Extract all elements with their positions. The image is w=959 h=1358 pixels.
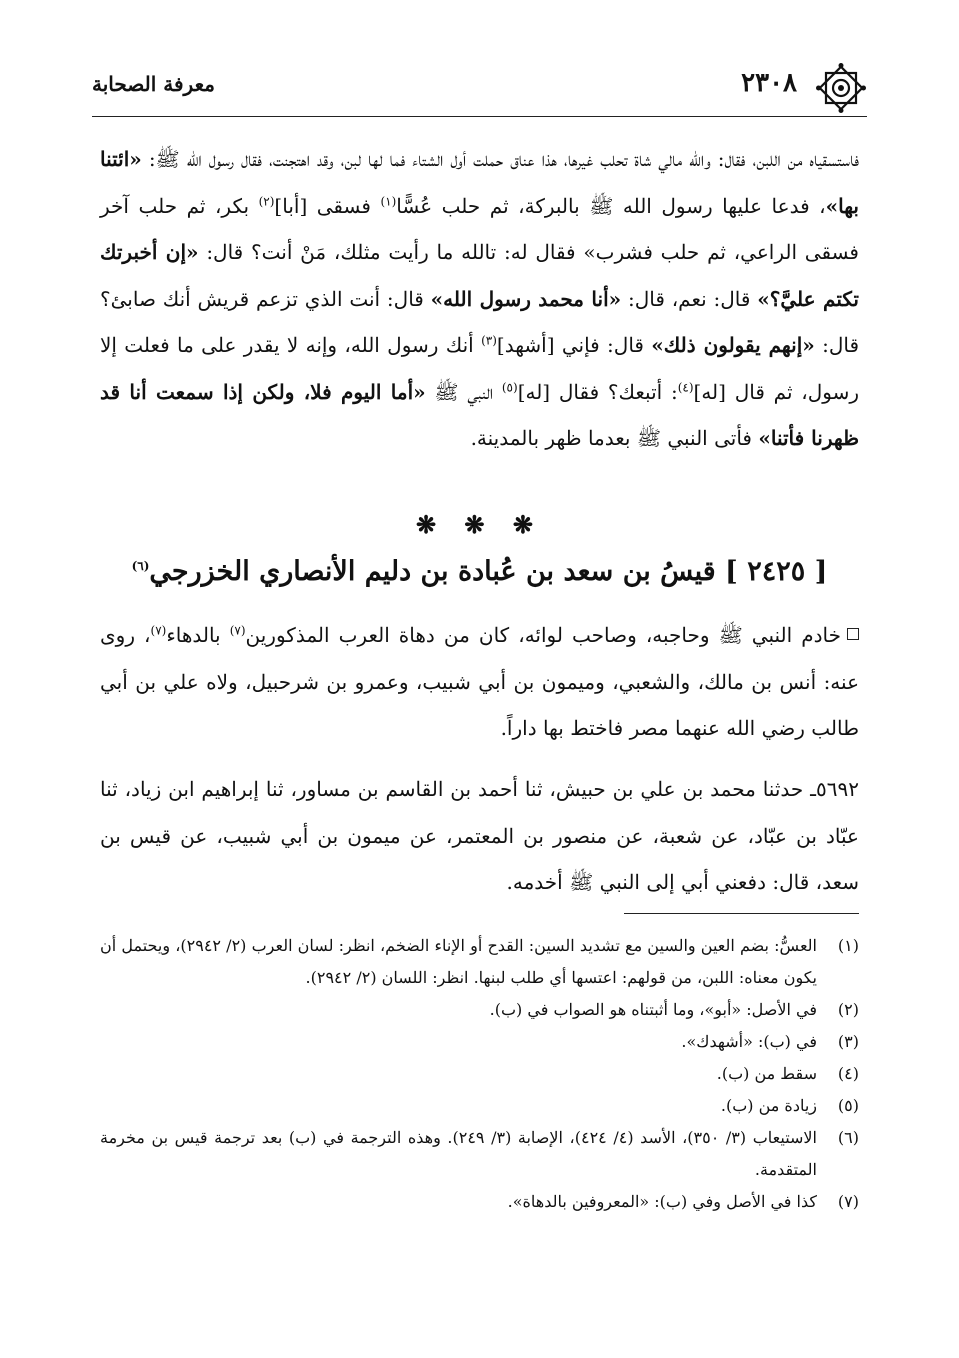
prophet-quote: «إن أخبرتك تكتم عليَّ؟» — [100, 240, 859, 311]
footnote: (٦) الاستيعاب (٣/ ٣٥٠)، الأسد (٤/ ٤٢٤)، الإصابة (٣/ ٢٤٩). وهذه الترجمة في (ب) بعد ترجمة قيس بن مخرمة المتقدمة. — [100, 1128, 859, 1179]
prophet-quote: «أنا محمد رسول الله» — [430, 286, 622, 311]
footnote: (١) العسُّ: بضم العين والسين مع تشديد السين: القدح أو الإناء الضخم، انظر: لسان العرب (٢/ ٢٩٤٢)، ويحتمل أن يكون معناه: اللبن، من قولهم: اعتسها أي طلب لبنها. انظر: اللسان (٢/ ٢٩٤٢). — [100, 936, 859, 987]
prophet-quote: «أما اليوم فلا، ولكن إذا سمعت أنا قد ظهرنا فأتنا» — [100, 379, 859, 450]
footnote: (٤) سقط من (ب). — [716, 1064, 859, 1083]
hadith-paragraph: ٥٦٩٢ـ حدثنا محمد بن علي بن حبيش، ثنا أحمد بن القاسم بن مساور، ثنا إبراهيم ابن زياد، ثنا عبّاد بن عبّاد، عن شعبة، عن منصور بن المعتمر، عن ميمون بن أبي شبيب، عن قيس بن سعد، قال: دفعني أبي إلى النبي ﷺ أخدمه. — [100, 777, 859, 894]
footnote: (٧) كذا في الأصل وفي (ب): «المعروفين بالدهاة». — [507, 1192, 859, 1211]
biography-paragraph: خادم النبي ﷺ وحاجبه، وصاحب لوائه، كان من دهاة العرب المذكورين$^{(٧)}$ بالدهاء$^{(٧)}$، روى عنه: أنس بن مالك، والشعبي، وميمون بن أبي شبيب، وعمرو بن شرحبيل، ولاه علي بن أبي طالب رضي الله عنهما مصر فاختط بها داراً. — [100, 623, 859, 740]
paragraph-marker-icon — [847, 628, 859, 640]
header-divider — [92, 116, 867, 117]
footnote-ref: (٣) — [481, 333, 497, 348]
footnote-ref: (٢) — [258, 193, 275, 208]
footnote-ref: (٧) — [229, 623, 246, 638]
footnote: (٥) زيادة من (ب). — [720, 1096, 859, 1115]
footnote-ref: (٧) — [150, 623, 167, 638]
footnote-divider — [624, 913, 859, 914]
footnote-ref: (٦) — [131, 559, 150, 573]
narrative-paragraph: فاستسقياه من اللبن، فقال: والله مالي شاة تحلب غيرها، هذا عناق حملت أول الشتاء فما لها لبن، وقد اهتجنت، فقال رسول الله ﷺ: «ائتنا بها»، فدعا عليها رسول الله ﷺ بالبركة، ثم حلب عُسًّا$^{(١)}$ فسقى [أبا]$^{(٢)}$ بكر، ثم حلب آخر فسقى الراعي، ثم حلب فشرب» فقال له: تالله ما رأيت مثلك، مَنْ أنت؟ قال: «إن أخبرتك تكتم عليَّ؟» قال: نعم، قال: «أنا محمد رسول الله» قال: أنت الذي تزعم قريش أنك صابئ؟ قال: «إنهم يقولون ذلك» قال: فإني [أشهد]$^{(٣)}$ أنك رسول الله، وإنه لا يقدر على ما فعلت إلا رسول، ثم قال [له]$^{(٤)}$: أتبعك؟ فقال [له]$^{(٥)}$ النبي ﷺ «أما اليوم فلا، ولكن إذا سمعت أنا قد ظهرنا فأتنا» فأتى النبي ﷺ بعدما ظهر بالمدينة. — [100, 147, 860, 450]
page-header — [92, 62, 867, 112]
entry-title: [ ٢٤٢٥ ] قيسُ بن سعد بن عُبادة بن دليم الأنصاري الخزرجي$^{(٦)}$ — [131, 556, 828, 587]
footnotes — [100, 930, 859, 1218]
footnote: (٢) في الأصل: «أبو»، وما أثبتناه هو الصواب في (ب). — [489, 1000, 859, 1019]
footnote-ref: (١) — [380, 193, 397, 208]
ornament-icon — [815, 62, 867, 114]
section-separator: ❋ ❋ ❋ — [415, 510, 544, 539]
book-title: معرفة الصحابة — [92, 72, 215, 96]
page-number: ٢٣٠٨ — [741, 68, 797, 98]
footnote-ref: (٥) — [501, 379, 518, 394]
prophet-quote: «ائتنا بها» — [100, 147, 859, 218]
footnote-ref: (٤) — [677, 379, 694, 394]
footnote: (٣) في (ب): «أشهدك». — [681, 1032, 859, 1051]
prophet-quote: «إنهم يقولون ذلك» — [651, 333, 815, 357]
